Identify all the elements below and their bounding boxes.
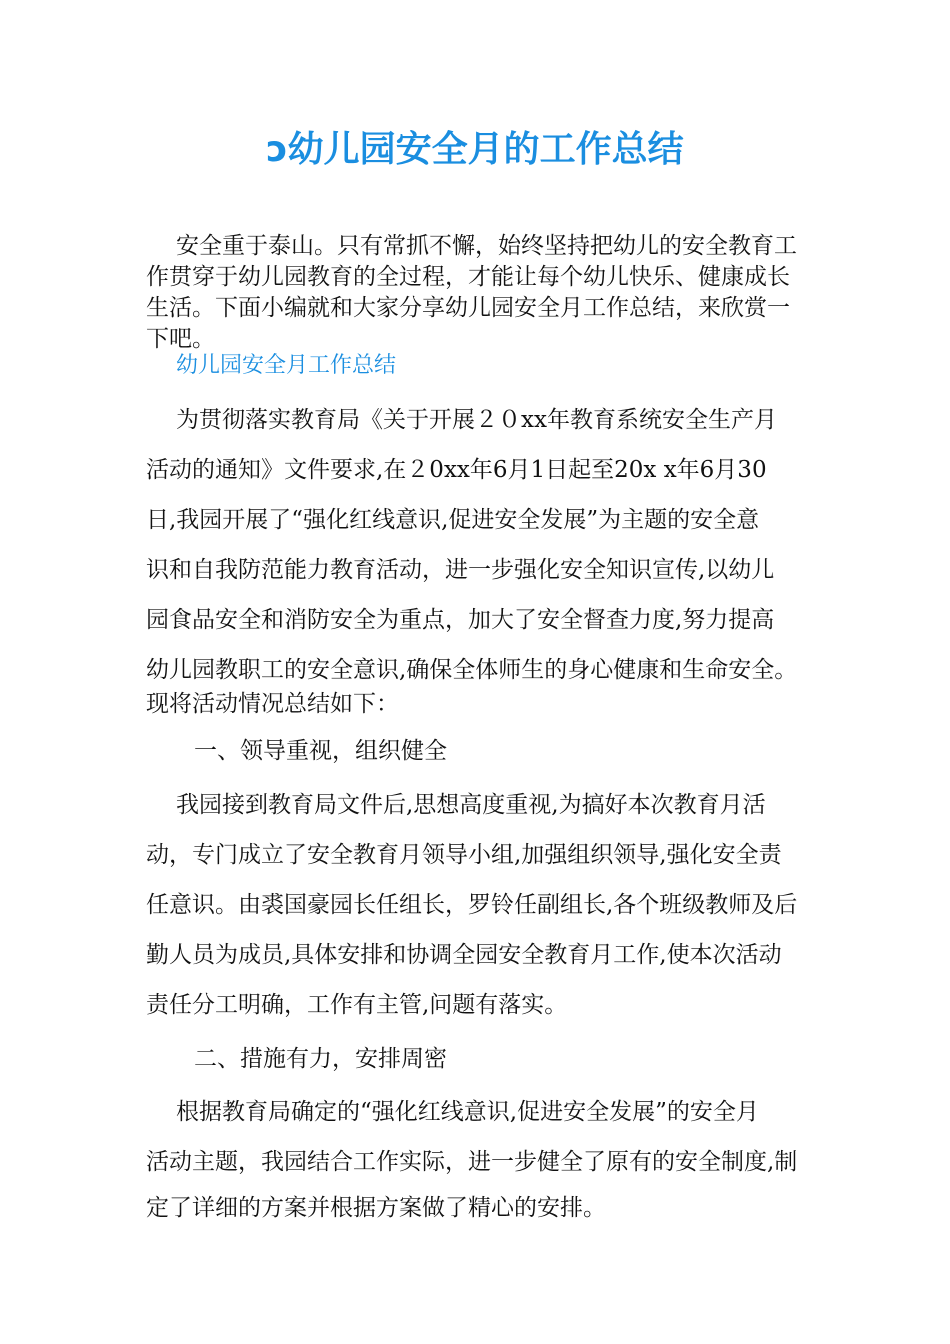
paragraph-2-line: 动，专门成立了安全教育月领导小组,加强组织领导,强化安全责	[146, 842, 782, 868]
paragraph-2-line: 勤人员为成员,具体安排和协调全园安全教育月工作,使本次活动	[146, 942, 782, 968]
paragraph-3-line: 根据教育局确定的“强化红线意识,促进安全发展”的安全月	[176, 1099, 759, 1125]
paragraph-2-line: 责任分工明确，工作有主管,问题有落实。	[146, 992, 568, 1018]
paragraph-1-line: 园食品安全和消防安全为重点，加大了安全督查力度,努力提高	[146, 607, 775, 633]
paragraph-1-line: 现将活动情况总结如下：	[146, 691, 399, 717]
paragraph-1-line: 为贯彻落实教育局《关于开展２０xx年教育系统安全生产月	[176, 407, 777, 433]
section-1-heading: 一、领导重视，组织健全	[194, 738, 447, 764]
paragraph-1-line: 日,我园开展了“强化红线意识,促进安全发展”为主题的安全意	[146, 507, 760, 533]
paragraph-1-line: 识和自我防范能力教育活动，进一步强化安全知识宣传,以幼儿	[146, 557, 775, 583]
paragraph-3-line: 定了详细的方案并根据方案做了精心的安排。	[146, 1195, 606, 1221]
intro-paragraph: 安全重于泰山。只有常抓不懈，始终坚持把幼儿的安全教育工作贯穿于幼儿园教育的全过程，才能让每个幼儿快乐、健康成长生活。下面小编就和大家分享幼儿园安全月工作总结，来欣赏一下吧。	[146, 233, 797, 352]
document-title: ↄ幼儿园安全月的工作总结	[266, 129, 684, 170]
section-subheading: 幼儿园安全月工作总结	[176, 353, 397, 378]
paragraph-1-line: 幼儿园教职工的安全意识,确保全体师生的身心健康和生命安全。	[146, 657, 798, 683]
paragraph-3-line: 活动主题，我园结合工作实际，进一步健全了原有的安全制度,制	[146, 1149, 798, 1175]
paragraph-1-line: 活动的通知》文件要求,在２0xx年6月1日起至20x x年6月30	[146, 457, 767, 483]
section-2-heading: 二、措施有力，安排周密	[194, 1046, 447, 1072]
paragraph-2-line: 我园接到教育局文件后,思想高度重视,为搞好本次教育月活	[176, 792, 766, 818]
paragraph-2-line: 任意识。由裘国豪园长任组长，罗铃任副组长,各个班级教师及后	[146, 892, 798, 918]
